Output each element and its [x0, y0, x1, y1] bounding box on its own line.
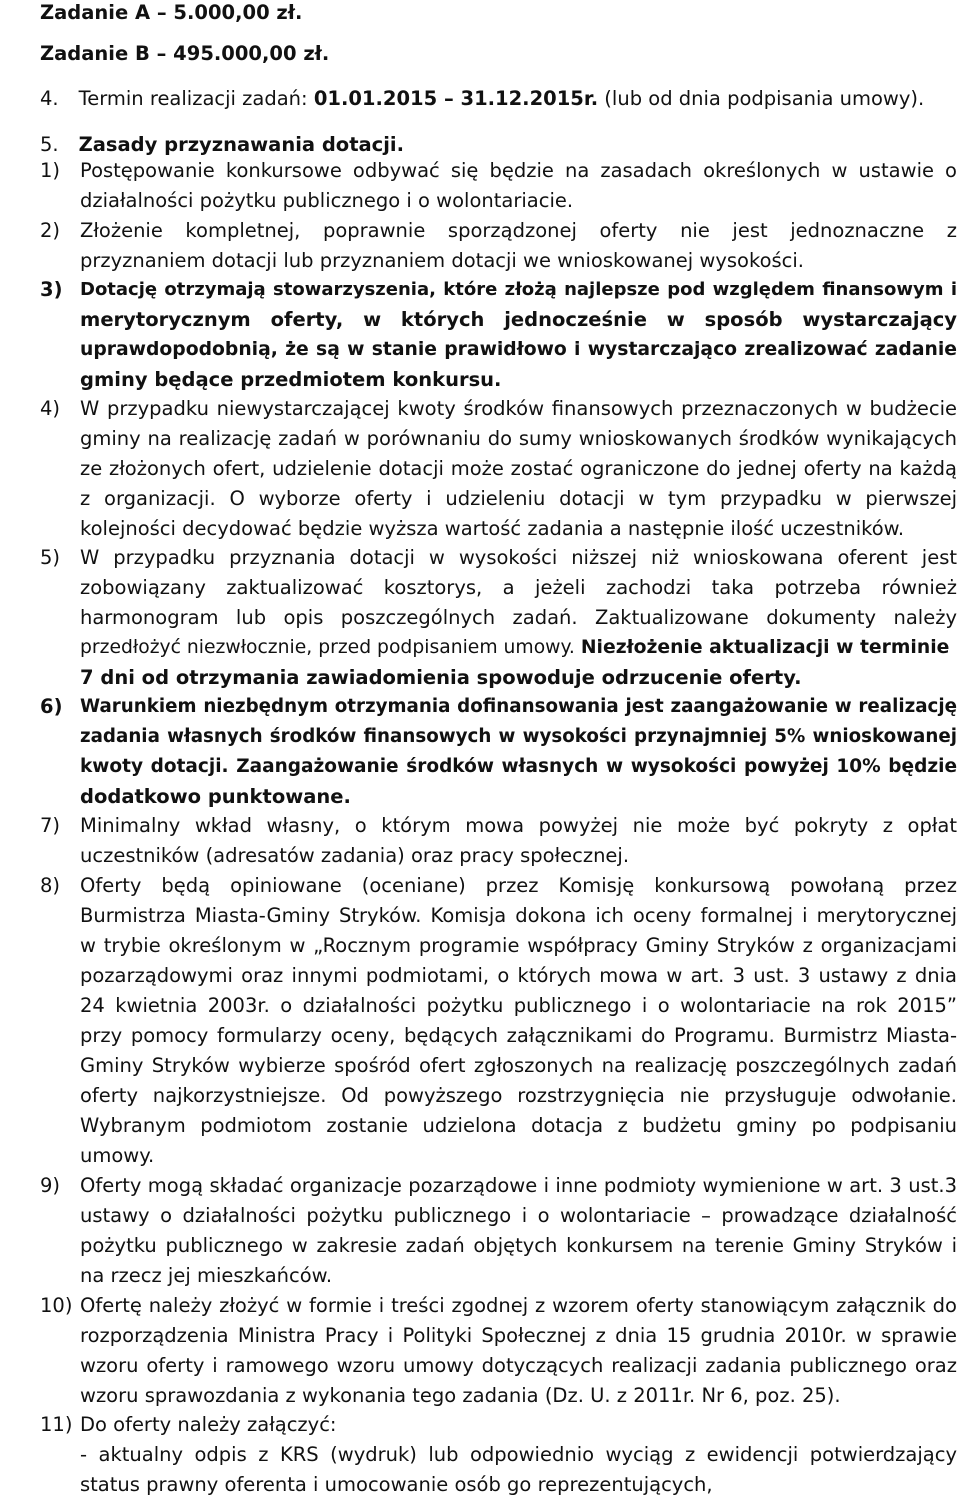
item-4-note: (lub od dnia podpisania umowy).: [598, 87, 925, 110]
rule-8-line-8: oferty najkorzystniejsze. Od powyższego rozstrzygnięcia nie przysługuje odwołanie.: [80, 1084, 957, 1107]
rule-5-line-5: 7 dni od otrzymania zawiadomienia spowoduje odrzucenie oferty.: [80, 666, 802, 689]
item-4-line: [40, 84, 924, 114]
rule-7-line-1: Minimalny wkład własny, o którym mowa powyżej nie może być pokryty z opłat: [80, 814, 957, 837]
rule-10-line-1: Ofertę należy złożyć w formie i treści zgodnej z wzorem oferty stanowiącym załącznik do: [80, 1294, 957, 1317]
rule-8-line-1: Oferty będą opiniowane (oceniane) przez Komisję konkursową powołaną przez: [80, 874, 957, 897]
rule-7-number: 7): [40, 814, 61, 837]
rule-8-line-6: przy pomocy formularzy oceny, będących załącznikami do Programu. Burmistrz Miasta-: [80, 1024, 957, 1047]
rule-10-number: 10): [40, 1294, 73, 1317]
rule-10-line-3: wzoru oferty i ramowego wzoru umowy dotyczących realizacji zadania publicznego oraz: [80, 1354, 957, 1377]
item-4-text: Termin realizacji zadań:: [78, 87, 314, 110]
rule-8-line-4: pozarządowymi oraz innymi podmiotami, o których mowa w art. 3 ust. 3 ustawy z dnia: [80, 964, 957, 987]
rule-6-number: 6): [40, 695, 63, 718]
rule-9-line-1: Oferty mogą składać organizacje pozarządowe i inne podmioty wymienione w art. 3 ust.3: [80, 1174, 957, 1197]
rule-10-line-4: wzoru sprawozdania z wykonania tego zadania (Dz. U. z 2011r. Nr 6, poz. 25).: [80, 1384, 841, 1407]
rule-8-line-7: Gminy Stryków wybierze spośród ofert zgłoszonych na realizację poszczególnych zadań: [80, 1054, 957, 1077]
rule-5-line-2: zobowiązany zaktualizować kosztorys, a jeżeli zachodzi taka potrzeba również: [80, 576, 957, 599]
rule-1-line-2: działalności pożytku publicznego i o wolontariacie.: [80, 189, 574, 212]
rule-9-line-3: pożytku publicznego w zakresie zadań objętych konkursem na terenie Gminy Stryków i: [80, 1234, 957, 1257]
task-a-line: Zadanie A – 5.000,00 zł.: [40, 1, 303, 24]
rule-1-number: 1): [40, 159, 61, 182]
rule-3-line-2: merytorycznym oferty, w których jednocześnie w sposób wystarczający: [80, 308, 957, 331]
item-4-dates: 01.01.2015 – 31.12.2015r.: [313, 87, 599, 110]
rule-2-number: 2): [40, 219, 61, 242]
rule-2-line-2: przyznaniem dotacji lub przyznaniem dotacji we wnioskowanej wysokości.: [80, 249, 804, 272]
rule-11-number: 11): [40, 1413, 73, 1436]
rule-4-line-2: gminy na realizację zadań w porównaniu do sumy wnioskowanych środków wynikających: [80, 427, 957, 450]
rule-9-line-2: ustawy o działalności pożytku publicznego i o wolontariacie – prowadzące działalność: [80, 1204, 957, 1227]
rule-7-line-2: uczestników (adresatów zadania) oraz pracy społecznej.: [80, 844, 630, 867]
rule-1-line-1: Postępowanie konkursowe odbywać się będzie na zasadach określonych w ustawie o: [80, 159, 957, 182]
task-b-line: Zadanie B – 495.000,00 zł.: [40, 42, 330, 65]
rule-6-line-2: zadania własnych środków finansowych w wysokości przynajmniej 5% wnioskowanej: [80, 726, 957, 747]
rule-9-number: 9): [40, 1174, 61, 1197]
rule-8-line-5: 24 kwietnia 2003r. o działalności pożytku publicznego i o wolontariacie na rok 2015”: [80, 994, 957, 1017]
rule-4-line-4: z organizacji. O wyborze oferty i udzieleniu dotacji w tym przypadku w pierwszej: [80, 487, 957, 510]
rule-4-line-5: kolejności decydować będzie wyższa wartość zadania a następnie ilość uczestników.: [80, 517, 905, 540]
item-4-number: 4.: [40, 87, 59, 110]
rule-8-number: 8): [40, 874, 61, 897]
rule-3-line-3: uprawdopodobnią, że są w stanie prawidłowo i wystarczająco zrealizować zadanie: [80, 339, 957, 360]
rule-3-line-4: gminy będące przedmiotem konkursu.: [80, 368, 502, 391]
rule-5-line-4: [80, 633, 949, 663]
rule-5-line-3: harmonogram lub opis poszczególnych zadań. Zaktualizowane dokumenty należy: [80, 606, 957, 629]
rule-11-line-1: Do oferty należy załączyć:: [80, 1413, 337, 1436]
rule-4-line-3: ze złożonych ofert, udzielenie dotacji może zostać ograniczone do jednej oferty na każdą: [80, 457, 957, 480]
rule-6-line-4: dodatkowo punktowane.: [80, 785, 351, 808]
rule-5-number: 5): [40, 546, 61, 569]
rule-8-line-3: w trybie określonym w „Rocznym programie współpracy Gminy Stryków z organizacjami: [80, 934, 957, 957]
rule-8-line-10: umowy.: [80, 1144, 155, 1167]
rule-10-line-2: rozporządzenia Ministra Pracy i Polityki Społecznej z dnia 15 grudnia 2010r. w sprawie: [80, 1324, 957, 1347]
rule-4-line-1: W przypadku niewystarczającej kwoty środków finansowych przeznaczonych w budżecie: [80, 397, 957, 420]
rule-3-number: 3): [40, 278, 63, 301]
rule-5-line-1: W przypadku przyznania dotacji w wysokości niższej niż wnioskowana oferent jest: [80, 546, 957, 569]
item-5-title: Zasady przyznawania dotacji.: [78, 133, 405, 156]
rule-11-line-2: - aktualny odpis z KRS (wydruk) lub odpowiednio wyciąg z ewidencji potwierdzający: [80, 1443, 957, 1466]
rule-4-number: 4): [40, 397, 61, 420]
rule-6-line-1: Warunkiem niezbędnym otrzymania dofinansowania jest zaangażowanie w realizację: [80, 696, 957, 717]
rule-2-line-1: Złożenie kompletnej, poprawnie sporządzonej oferty nie jest jednoznaczne z: [80, 219, 957, 242]
rule-6-line-3: kwoty dotacji. Zaangażowanie środków własnych w wysokości powyżej 10% będzie: [80, 756, 957, 777]
rule-8-line-2: Burmistrza Miasta-Gminy Stryków. Komisja dokona ich oceny formalnej i merytorycznej: [80, 904, 957, 927]
rule-5-line-4-bold: Niezłożenie aktualizacji w terminie: [580, 637, 950, 658]
rule-11-line-3: status prawny oferenta i umocowanie osób go reprezentujących,: [80, 1473, 713, 1496]
rule-8-line-9: Wybranym podmiotom zostanie udzielona dotacja z budżetu gminy po podpisaniu: [80, 1114, 957, 1137]
item-5-number: 5.: [40, 133, 59, 156]
rule-9-line-4: na rzecz jej mieszkańców.: [80, 1264, 333, 1287]
rule-3-line-1: Dotację otrzymają stowarzyszenia, które złożą najlepsze pod względem finansowym i: [80, 279, 957, 300]
rule-5-line-4-normal: przedłożyć niezwłocznie, przed podpisaniem umowy.: [80, 637, 581, 658]
